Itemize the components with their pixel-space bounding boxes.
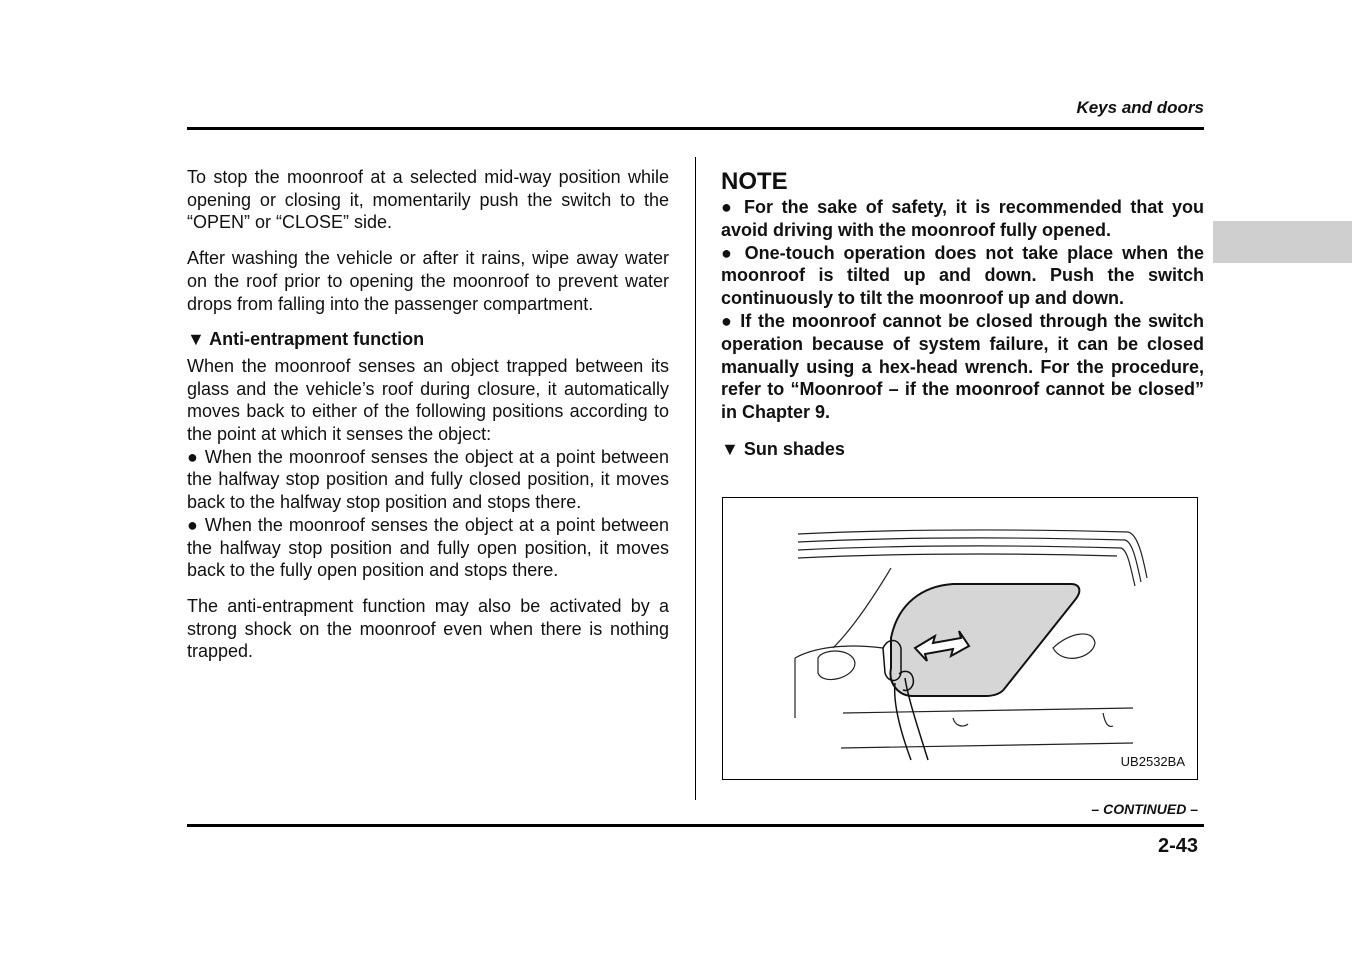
column-divider bbox=[695, 157, 696, 800]
note-item: ● For the sake of safety, it is recommended that you avoid driving with the moonroof fully opened. bbox=[721, 197, 1204, 240]
continued-label: – CONTINUED – bbox=[1091, 801, 1198, 817]
left-column bbox=[187, 166, 669, 663]
running-header: Keys and doors bbox=[1076, 98, 1204, 117]
note-item: ● One-touch operation does not take place when the moonroof is tilted up and down. Push the switch continuously to tilt the moonroof up and down. bbox=[721, 242, 1204, 309]
moonroof-drawing bbox=[723, 498, 1196, 778]
page-number: 2-43 bbox=[1157, 835, 1198, 857]
bullet-item: ● When the moonroof senses the object at a point between the halfway stop position and fully open position, it moves back to the fully open position and stops there. bbox=[187, 514, 669, 581]
paragraph: The anti-entrapment function may also be activated by a strong shock on the moonroof even when there is nothing trapped. bbox=[187, 595, 669, 662]
section-heading-anti-entrapment: ▼ Anti-entrapment function bbox=[187, 329, 425, 350]
paragraph: After washing the vehicle or after it rains, wipe away water on the roof prior to opening the moonroof to prevent water drops from falling into the passenger compartment. bbox=[187, 248, 669, 314]
bullet-item: ● When the moonroof senses the object at a point between the halfway stop position and fully closed position, it moves back to the halfway stop position and stops there. bbox=[187, 446, 669, 513]
footer-rule bbox=[187, 824, 1204, 827]
right-column bbox=[721, 168, 1204, 465]
header-rule bbox=[187, 127, 1204, 130]
paragraph: To stop the moonroof at a selected mid-way position while opening or closing it, momentarily push the switch to the “OPEN” or “CLOSE” side. bbox=[187, 167, 669, 233]
chapter-tab bbox=[1213, 221, 1352, 263]
figure-code: UB2532BA bbox=[1120, 754, 1185, 769]
paragraph: When the moonroof senses an object trapped between its glass and the vehicle’s roof during closure, it automatically moves back to either of the following positions according to the point at which it senses the object: bbox=[187, 355, 669, 445]
note-item: ● If the moonroof cannot be closed through the switch operation because of system failure, it can be closed manually using a hex-head wrench. For the procedure, refer to “Moonroof – if the moonroof cannot be closed” in Chapter 9. bbox=[721, 310, 1204, 423]
section-heading-sun-shades: ▼ Sun shades bbox=[721, 438, 845, 459]
note-title: NOTE bbox=[721, 168, 788, 195]
sun-shade-illustration bbox=[722, 497, 1198, 780]
note-body bbox=[721, 196, 1204, 424]
